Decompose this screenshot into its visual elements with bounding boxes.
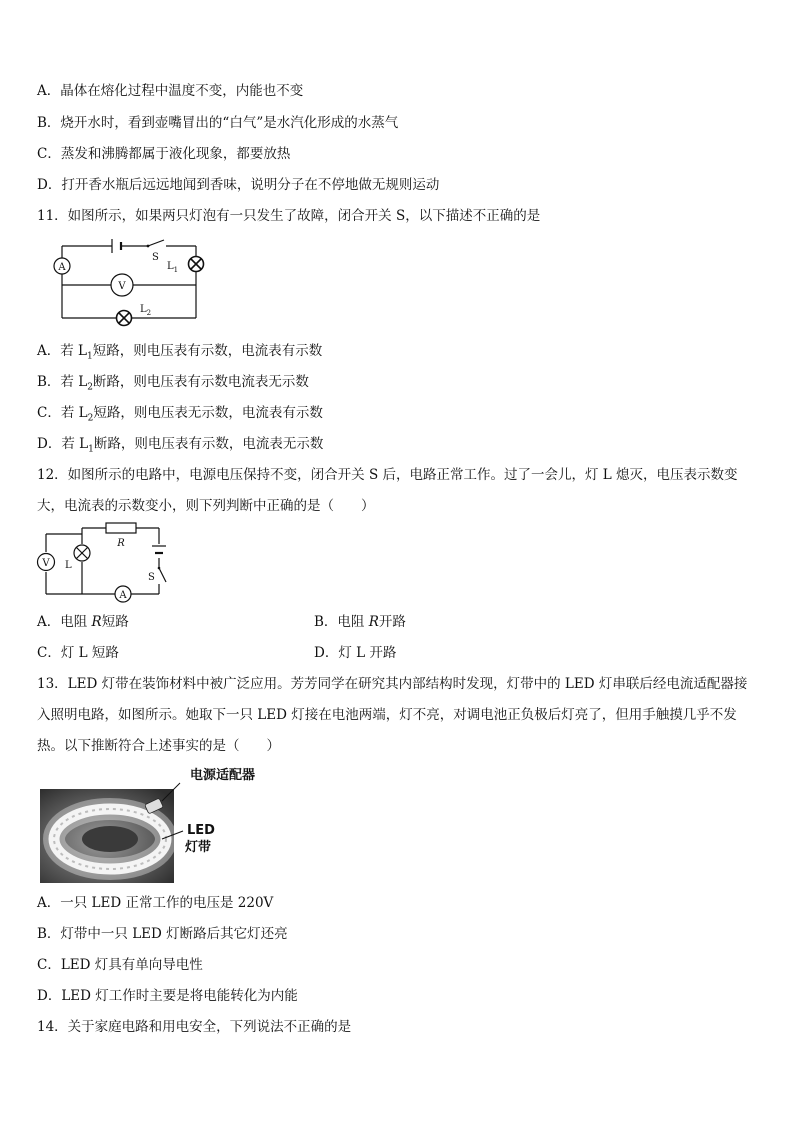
- ammeter-symbol: [115, 586, 131, 602]
- q12-stem-line-1: 12．如图所示的电路中，电源电压保持不变，闭合开关 S 后，电路正常工作。过了一会儿，灯 L 熄灭，电压表示数变: [37, 467, 738, 483]
- switch-pivot: [158, 567, 161, 570]
- q12-option-d: D．灯 L 开路: [314, 645, 397, 661]
- q11-stem: 11．如图所示，如果两只灯泡有一只发生了故障，闭合开关 S，以下描述不正确的是: [37, 208, 541, 224]
- q14-stem: 14．关于家庭电路和用电安全，下列说法不正确的是: [37, 1019, 352, 1035]
- q12-option-c: C．灯 L 短路: [37, 645, 119, 661]
- voltmeter-label: V: [42, 558, 50, 569]
- q12-stem-line-2: 大，电流表的示数变小，则下列判断中正确的是（ ）: [37, 498, 375, 514]
- voltmeter-symbol: [111, 274, 133, 296]
- battery-symbol: [152, 546, 166, 553]
- q13-stem-line-3: 热。以下推断符合上述事实的是（ ）: [37, 738, 280, 754]
- lamp-l1-symbol: [189, 257, 204, 272]
- q12-option-b: B．电阻 R开路: [314, 614, 406, 630]
- q13-stem-line-2: 入照明电路，如图所示。她取下一只 LED 灯接在电池两端，灯不亮，对调电池正负极后灯亮了，但用手触摸几乎不发: [37, 707, 737, 723]
- lamp-symbol: [74, 545, 90, 561]
- lamp-l2-symbol: [117, 311, 132, 326]
- q13-stem-line-1: 13．LED 灯带在装饰材料中被广泛应用。芳芳同学在研究其内部结构时发现，灯带中的 LED 灯串联后经电流适配器接: [37, 676, 748, 692]
- q10-option-b: B．烧开水时，看到壶嘴冒出的“白气”是水汽化形成的水蒸气: [37, 115, 399, 131]
- ammeter-label: A: [58, 262, 66, 273]
- q12-circuit-diagram: [34, 520, 174, 608]
- ammeter-label: A: [119, 590, 127, 601]
- resistor-label: R: [117, 538, 125, 549]
- q11-circuit-diagram: [40, 236, 220, 332]
- q10-option-d: D．打开香水瓶后远远地闻到香味，说明分子在不停地做无规则运动: [37, 177, 440, 193]
- q10-option-a: A．晶体在熔化过程中温度不变，内能也不变: [37, 83, 304, 99]
- q13-option-c: C．LED 灯具有单向导电性: [37, 957, 203, 973]
- voltmeter-label: V: [118, 281, 126, 292]
- lamp-l2-label: $L_2$: [140, 304, 152, 317]
- voltmeter-symbol: [38, 554, 55, 571]
- q11-option-b: B．若 $L_2$断路，则电压表有示数电流表无示数: [37, 374, 309, 393]
- q13-option-d: D．LED 灯工作时主要是将电能转化为内能: [37, 988, 298, 1004]
- ammeter-symbol: [54, 258, 70, 274]
- resistor-symbol: [106, 523, 136, 533]
- led-label-line-2: 灯带: [185, 840, 212, 855]
- q13-option-a: A．一只 LED 正常工作的电压是 220V: [37, 895, 274, 911]
- adapter-label: 电源适配器: [190, 768, 256, 783]
- switch-label: S: [152, 252, 159, 263]
- q10-option-c: C．蒸发和沸腾都属于液化现象，都要放热: [37, 146, 291, 162]
- q13-option-b: B．灯带中一只 LED 灯断路后其它灯还亮: [37, 926, 288, 942]
- switch-label: S: [148, 572, 155, 583]
- led-label-line-1: LED: [187, 823, 215, 838]
- lamp-l1-label: $L_1$: [167, 261, 179, 274]
- switch-pivot: [147, 245, 150, 248]
- q11-option-c: C．若 $L_2$短路，则电压表无示数，电流表有示数: [37, 405, 323, 424]
- q13-led-strip-photo: [40, 765, 256, 883]
- q11-option-a: A．若 $L_1$短路，则电压表有示数，电流表有示数: [37, 343, 323, 362]
- q11-option-d: D．若 $L_1$断路，则电压表有示数，电流表无示数: [37, 436, 324, 455]
- q12-option-a: A．电阻 R短路: [37, 614, 129, 630]
- battery-symbol: [112, 239, 121, 253]
- lamp-label: L: [65, 560, 72, 571]
